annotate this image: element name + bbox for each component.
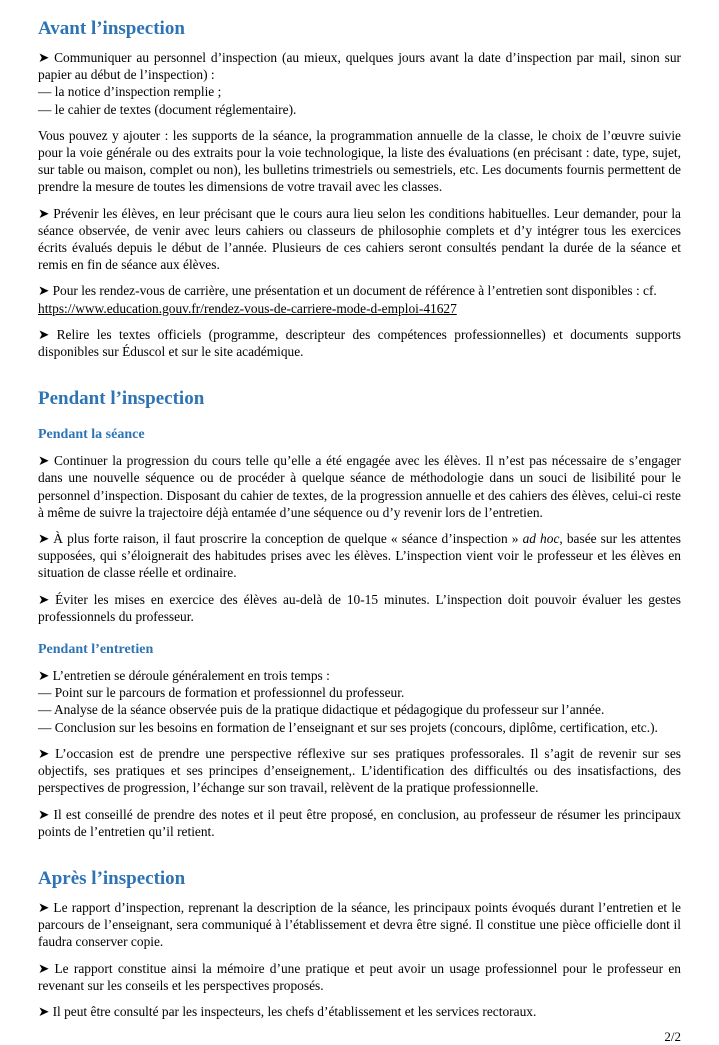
- paragraph-line: [38, 701, 681, 718]
- document-body: [38, 17, 681, 1020]
- paragraph-line: [38, 326, 681, 360]
- text-run: ➤ L’entretien se déroule généralement en trois temps :: [38, 668, 330, 684]
- paragraph: [38, 452, 681, 521]
- page-number: 2/2: [664, 1029, 681, 1045]
- paragraph: [38, 960, 681, 994]
- text-run: , basée sur les attentes supposées, qui s’éloignerait des habitudes prises avec les élèves. L’inspection vient voir le professeur et les élèves en situation de classe réelle et ordinaire.: [38, 531, 681, 581]
- paragraph-line: [38, 591, 681, 625]
- paragraph: [38, 49, 681, 118]
- text-run: — le cahier de textes (document réglementaire).: [38, 101, 297, 117]
- subsection-heading-pendant-l-entretien: Pendant l’entretien: [38, 642, 154, 658]
- paragraph-line: [38, 806, 681, 840]
- paragraph: [38, 667, 681, 736]
- text-run: Vous pouvez y ajouter : les supports de la séance, la programmation annuelle de la classe, le choix de l’œuvre suivie pour la voie générale ou des extraits pour la voie technologique, la liste des évaluations (en précisant : date, type, sujet, sur table ou maison, complet ou non), les bulletins trimestriels ou semestriels, etc. Les documents fournis permettent de prendre la mesure de toutes les dimensions de votre travail avec les classes.: [38, 127, 681, 195]
- text-run: ➤ Le rapport constitue ainsi la mémoire d’une pratique et peut avoir un usage professionnel pour le professeur en revenant sur les conseils et les perspectives proposés.: [38, 960, 681, 993]
- paragraph: [38, 326, 681, 360]
- text-run: ➤ Relire les textes officiels (programme, descripteur des compétences professionnelles) et documents supports disponibles sur Éduscol et sur le site académique.: [38, 326, 681, 360]
- paragraph-line: [38, 282, 681, 299]
- paragraph-line: [38, 719, 681, 736]
- text-run: — Conclusion sur les besoins en formation de l’enseignant et sur ses projets (concours, diplôme, certification, etc.).: [38, 719, 658, 735]
- text-run: ➤ À plus forte raison, il faut proscrire la conception de quelque « séance d’inspection »: [38, 531, 523, 547]
- paragraph: [38, 205, 681, 274]
- paragraph-line: [38, 667, 681, 684]
- paragraph: [38, 127, 681, 196]
- paragraph: [38, 591, 681, 625]
- paragraph: [38, 745, 681, 797]
- text-run: ➤ Communiquer au personnel d’inspection (au mieux, quelques jours avant la date d’inspection par mail, sinon sur papier au début de l’inspection) :: [38, 50, 681, 83]
- paragraph-line: [38, 960, 681, 994]
- section-heading-avant-inspection: Avant l’inspection: [38, 18, 185, 39]
- paragraph-line: [38, 745, 681, 797]
- paragraph-line: [38, 684, 681, 701]
- text-run: — Analyse de la séance observée puis de la pratique didactique et pédagogique du professeur sur l’année.: [38, 702, 605, 718]
- paragraph-line: [38, 49, 681, 83]
- paragraph-line: [38, 452, 681, 521]
- paragraph-line: [38, 899, 681, 951]
- section-heading-pendant-inspection: Pendant l’inspection: [38, 388, 205, 410]
- text-run: ➤ Le rapport d’inspection, reprenant la description de la séance, les principaux points évoqués durant l’entretien et le parcours de l’enseignant, sera communiqué à l’établissement et devra être signé. Il constitue une pièce officielle dont il faudra conserver copie.: [38, 899, 681, 950]
- career-url-link[interactable]: https://www.education.gouv.fr/rendez-vous-de-carriere-mode-d-emploi-41627: [38, 300, 457, 316]
- text-run: — la notice d’inspection remplie ;: [38, 84, 222, 100]
- paragraph-line: [38, 101, 681, 118]
- paragraph: [38, 899, 681, 951]
- text-run: ➤ L’occasion est de prendre une perspective réflexive sur ses pratiques professorales. Il s’agit de revenir sur ses objectifs, ses pratiques et ses principes d’enseignement,. L’identification des difficultés ou des insatisfactions, des perspectives de progression, l’échange sur son travail, relèvent de la pratique professionnelle.: [38, 745, 681, 796]
- text-run: ➤ Prévenir les élèves, en leur précisant que le cours aura lieu selon les conditions habituelles. Leur demander, pour la séance observée, de venir avec leurs cahiers ou classeurs de philosophie complets et d’y intégrer tous les exercices écrits évalués depuis le début de l’année. Plusieurs de ces cahiers seront consultés pendant la durée de la séance et remis en fin de séance aux élèves.: [38, 205, 681, 273]
- paragraph-line: [38, 1003, 681, 1020]
- text-run: ➤ Il peut être consulté par les inspecteurs, les chefs d’établissement et les services rectoraux.: [38, 1003, 537, 1019]
- italic-text-run: ad hoc: [522, 531, 560, 547]
- paragraph-line: [38, 83, 681, 100]
- paragraph: [38, 530, 681, 582]
- text-run: ➤ Éviter les mises en exercice des élèves au-delà de 10-15 minutes. L’inspection doit pouvoir évaluer les gestes professionnels du professeur.: [38, 591, 681, 624]
- paragraph-line: [38, 530, 681, 582]
- paragraph: [38, 1003, 681, 1020]
- paragraph: [38, 806, 681, 840]
- section-heading-apres-inspection: Après l’inspection: [38, 867, 186, 889]
- text-run: ➤ Continuer la progression du cours telle qu’elle a été engagée avec les élèves. Il n’est pas nécessaire de s’engager dans une nouvelle séquence ou de procéder à quelque séance de méthodologie dans un souci de lisibilité pour le personnel d’inspection. Disposant du cahier de textes, de la progression annuelle et des cahiers des élèves, celui-ci reste à même de suivre la trajectoire déjà entamée d’une séquence ou d’y revenir lors de l’entretien.: [38, 453, 681, 520]
- text-run: ➤ Il est conseillé de prendre des notes et il peut être proposé, en conclusion, au professeur de résumer les principaux points de l’entretien qu’il retient.: [38, 806, 681, 839]
- text-run: — Point sur le parcours de formation et professionnel du professeur.: [38, 685, 405, 701]
- paragraph-line: [38, 127, 681, 196]
- paragraph-line: [38, 205, 681, 274]
- text-run: ➤ Pour les rendez-vous de carrière, une présentation et un document de référence à l’entretien sont disponibles : cf.: [38, 283, 657, 299]
- paragraph-line: [38, 300, 681, 317]
- subsection-heading-pendant-la-seance: Pendant la séance: [38, 427, 145, 443]
- paragraph: [38, 282, 681, 316]
